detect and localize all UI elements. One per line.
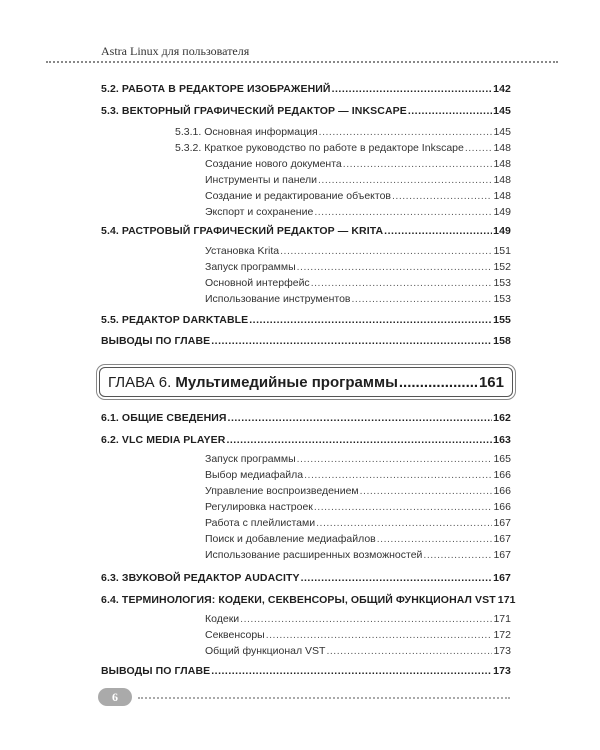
toc-entry-title: Инструменты и панели — [205, 174, 317, 186]
toc-item[interactable] — [205, 532, 511, 546]
leader-dots — [399, 374, 478, 391]
toc-item[interactable] — [205, 260, 511, 274]
toc-entry-title: Создание нового документа — [205, 158, 342, 170]
toc-page-number: 162 — [493, 412, 511, 424]
toc-item[interactable] — [205, 452, 511, 466]
toc-page-number: 166 — [493, 469, 511, 481]
toc-page-number: 167 — [493, 572, 511, 584]
toc-page-number: 166 — [493, 501, 511, 513]
leader-dots — [301, 571, 493, 585]
toc-entry-title: ВЫВОДЫ ПО ГЛАВЕ — [101, 335, 211, 347]
toc-item[interactable] — [205, 292, 511, 306]
toc-subsection[interactable] — [175, 125, 511, 139]
toc-page-number: 145 — [493, 126, 511, 138]
toc-item[interactable] — [205, 644, 511, 658]
leader-dots — [377, 532, 493, 546]
toc-section[interactable] — [101, 224, 511, 238]
toc-page-number: 148 — [493, 190, 511, 202]
toc-item[interactable] — [205, 205, 511, 219]
toc-item[interactable] — [205, 516, 511, 530]
toc-page-number: 166 — [493, 485, 511, 497]
toc-page-number: 153 — [493, 277, 511, 289]
toc-page-number: 173 — [493, 645, 511, 657]
toc-entry-title: 5.3. ВЕКТОРНЫЙ ГРАФИЧЕСКИЙ РЕДАКТОР — INKSCAPE — [101, 105, 407, 117]
toc-page-number: 148 — [493, 174, 511, 186]
toc-entry-title: 5.2. РАБОТА В РЕДАКТОРЕ ИЗОБРАЖЕНИЙ — [101, 83, 331, 95]
leader-dots — [384, 224, 492, 238]
toc-entry-title: 6.3. ЗВУКОВОЙ РЕДАКТОР AUDACITY — [101, 572, 300, 584]
toc-page-number: 171 — [497, 594, 516, 606]
leader-dots — [211, 334, 492, 348]
toc-item[interactable] — [205, 548, 511, 562]
toc-page-number: 148 — [493, 158, 511, 170]
toc-section[interactable] — [101, 82, 511, 96]
toc-entry-title: Использование инструментов — [205, 293, 351, 305]
toc-entry-title: 6.1. ОБЩИЕ СВЕДЕНИЯ — [101, 412, 227, 424]
leader-dots — [465, 141, 493, 155]
toc-subsection[interactable] — [175, 141, 511, 155]
toc-item[interactable] — [205, 173, 511, 187]
leader-dots — [343, 157, 493, 171]
toc-entry-title: Установка Krita — [205, 245, 280, 257]
toc-entry-title: Управление воспроизведением — [205, 485, 359, 497]
toc-item[interactable] — [205, 276, 511, 290]
toc-entry-title: Регулировка настроек — [205, 501, 313, 513]
leader-dots — [228, 411, 493, 425]
leader-dots — [226, 433, 492, 447]
toc-page-number: 149 — [493, 225, 511, 237]
header-divider — [46, 61, 558, 63]
toc-page-number: 167 — [493, 533, 511, 545]
toc-entry-title: Запуск программы — [205, 453, 296, 465]
toc-section[interactable] — [101, 411, 511, 425]
toc-entry-title: 6.2. VLC MEDIA PLAYER — [101, 434, 226, 446]
toc-page-number: 171 — [493, 613, 511, 625]
toc-section[interactable] — [101, 593, 516, 607]
toc-entry-title: Основной интерфейс — [205, 277, 310, 289]
toc-page-number: 173 — [493, 665, 511, 677]
leader-dots — [280, 244, 492, 258]
toc-page-number: 152 — [493, 261, 511, 273]
toc-item[interactable] — [205, 612, 511, 626]
toc-entry-title: Использование расширенных возможностей — [205, 549, 423, 561]
toc-page-number: 149 — [493, 206, 511, 218]
leader-dots — [311, 276, 493, 290]
toc-entry-title: Общий функционал VST — [205, 645, 326, 657]
chapter-label: ГЛАВА 6. — [108, 374, 172, 391]
leader-dots — [360, 484, 493, 498]
toc-entry-title: 5.4. РАСТРОВЫЙ ГРАФИЧЕСКИЙ РЕДАКТОР — KRITA — [101, 225, 384, 237]
leader-dots — [319, 125, 493, 139]
leader-dots — [266, 628, 493, 642]
toc-entry-title: Работа с плейлистами — [205, 517, 316, 529]
leader-dots — [318, 173, 492, 187]
toc-item[interactable] — [205, 468, 511, 482]
toc-page-number: 145 — [493, 105, 511, 117]
leader-dots — [314, 500, 493, 514]
toc-entry-title: Создание и редактирование объектов — [205, 190, 391, 202]
toc-section[interactable] — [101, 571, 511, 585]
toc-section[interactable] — [101, 664, 511, 678]
leader-dots — [297, 260, 493, 274]
toc-entry-title: 5.5. РЕДАКТОР DARKTABLE — [101, 314, 249, 326]
toc-entry-title: Поиск и добавление медиафайлов — [205, 533, 376, 545]
leader-dots — [408, 104, 492, 118]
leader-dots — [297, 452, 493, 466]
toc-page-number: 163 — [493, 434, 511, 446]
toc-item[interactable] — [205, 157, 511, 171]
leader-dots — [352, 292, 493, 306]
toc-item[interactable] — [205, 244, 511, 258]
leader-dots — [240, 612, 492, 626]
toc-section[interactable] — [101, 433, 511, 447]
toc-page-number: 142 — [493, 83, 511, 95]
toc-entry-title: 5.3.1. Основная информация — [175, 126, 318, 138]
page-number-badge: 6 — [98, 688, 132, 706]
toc-entry-title: 5.3.2. Краткое руководство по работе в редакторе Inkscape — [175, 142, 464, 154]
leader-dots — [249, 313, 492, 327]
toc-entry-title: Экспорт и сохранение — [205, 206, 314, 218]
chapter-title: Мультимедийные программы — [175, 374, 398, 391]
toc-section[interactable] — [101, 104, 511, 118]
toc-page-number: 148 — [493, 142, 511, 154]
toc-entry-title: Секвенсоры — [205, 629, 265, 641]
toc-page-number: 158 — [493, 335, 511, 347]
leader-dots — [211, 664, 492, 678]
toc-entry-title: 6.4. ТЕРМИНОЛОГИЯ: КОДЕКИ, СЕКВЕНСОРЫ, ОБЩИЙ ФУНКЦИОНАЛ VST — [101, 594, 496, 606]
leader-dots — [314, 205, 492, 219]
toc-page-number: 167 — [493, 549, 511, 561]
toc-item[interactable] — [205, 500, 511, 514]
leader-dots — [423, 548, 492, 562]
chapter-heading[interactable] — [108, 374, 504, 391]
toc-page-number: 155 — [493, 314, 511, 326]
toc-page-number: 165 — [493, 453, 511, 465]
toc-page-number: 153 — [493, 293, 511, 305]
toc-item[interactable] — [205, 484, 511, 498]
toc-entry-title: ВЫВОДЫ ПО ГЛАВЕ — [101, 665, 211, 677]
toc-entry-title: Запуск программы — [205, 261, 296, 273]
toc-item[interactable] — [205, 189, 511, 203]
footer-divider — [138, 697, 510, 699]
leader-dots — [304, 468, 492, 482]
leader-dots — [332, 82, 493, 96]
leader-dots — [316, 516, 492, 530]
toc-page-number: 172 — [493, 629, 511, 641]
running-header: Astra Linux для пользователя — [101, 44, 250, 58]
leader-dots — [326, 644, 492, 658]
toc-section[interactable] — [101, 334, 511, 348]
toc-page-number: 167 — [493, 517, 511, 529]
toc-page-number: 151 — [493, 245, 511, 257]
toc-entry-title: Кодеки — [205, 613, 240, 625]
leader-dots — [392, 189, 492, 203]
chapter-page-number: 161 — [478, 374, 504, 391]
toc-section[interactable] — [101, 313, 511, 327]
toc-entry-title: Выбор медиафайла — [205, 469, 304, 481]
toc-item[interactable] — [205, 628, 511, 642]
